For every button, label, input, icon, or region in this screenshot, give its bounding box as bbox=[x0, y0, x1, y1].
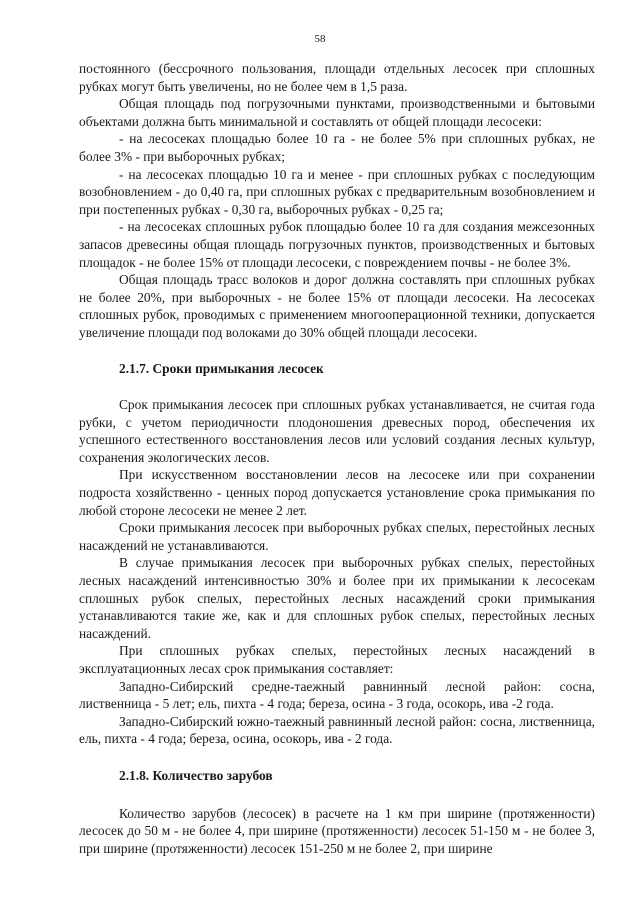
list-item: - на лесосеках сплошных рубок площадью более 10 га для создания межсезонных запасов древесины общая площадь погрузочных пунктов, производственных и бытовых площадок - не более 15% от площади лесосеки, с повреждением почвы - не более 3%. bbox=[79, 219, 595, 270]
document-body bbox=[79, 60, 595, 857]
section-heading: 2.1.7. Сроки примыкания лесосек bbox=[119, 360, 324, 376]
page-number: 58 bbox=[314, 33, 326, 45]
paragraph: Сроки примыкания лесосек при выборочных рубках спелых, перестойных лесных насаждений не устанавливаются. bbox=[79, 520, 595, 553]
paragraph: Западно-Сибирский южно-таежный равнинный лесной район: сосна, лиственница, ель, пихта - 4 года; береза, осина, осокорь, ива - 2 года. bbox=[79, 713, 595, 747]
section-heading: 2.1.8. Количество зарубов bbox=[119, 767, 273, 783]
paragraph: В случае примыкания лесосек при выборочных рубках спелых, перестойных лесных насаждений интенсивностью 30% и более при их примыкании к лесосекам сплошных рубок спелых, перестойных лесных насаждений сроки примыкания устанавливаются такие же, как и для сплошных рубок спелых, перестойных лесных насаждений. bbox=[79, 555, 595, 641]
paragraph: постоянного (бессрочного пользования, площади отдельных лесосек при сплошных рубках могут быть увеличены, но не более чем в 1,5 раза. bbox=[79, 61, 595, 94]
paragraph: Общая площадь под погрузочными пунктами, производственными и бытовыми объектами должна быть минимальной и составлять от общей площади лесосеки: bbox=[79, 96, 595, 129]
paragraph: Срок примыкания лесосек при сплошных рубках устанавливается, не считая года рубки, с учетом периодичности плодоношения древесных пород, обеспечения их успешного естественного восстановления лесов или условий создания лесных культур, сохранения экологических лесов. bbox=[79, 397, 595, 465]
paragraph: Западно-Сибирский средне-таежный равнинный лесной район: сосна, лиственница - 5 лет; ель, пихта - 4 года; береза, осина - 3 года, осокорь, ива -2 года. bbox=[79, 678, 595, 712]
list-item: - на лесосеках площадью более 10 га - не более 5% при сплошных рубках, не более 3% - при выборочных рубках; bbox=[79, 131, 595, 164]
list-item: - на лесосеках площадью 10 га и менее - при сплошных рубках с последующим возобновлением - до 0,40 га, при сплошных рубках с предварительным возобновлением и при постепенных рубках - 0,30 га, выборочных рубках - 0,25 га; bbox=[79, 166, 595, 217]
paragraph: Количество зарубов (лесосек) в расчете на 1 км при ширине (протяженности) лесосек до 50 м - не более 4, при ширине (протяженности) лесосек 51-150 м - не более 3, при ширине (протяженности) лесосек 151-250 м не более 2, при ширине bbox=[79, 805, 595, 856]
paragraph: При сплошных рубках спелых, перестойных лесных насаждений в эксплуатационных лесах срок примыкания составляет: bbox=[79, 643, 595, 676]
paragraph: Общая площадь трасс волоков и дорог должна составлять при сплошных рубках не более 20%, при выборочных - не более 15% от площади лесосеки. На лесосеках сплошных рубок, проводимых с применением многооперационной техники, допускается увеличение площади под волоками до 30% общей площади лесосеки. bbox=[79, 272, 595, 340]
paragraph: При искусственном восстановлении лесов на лесосеке или при сохранении подроста хозяйственно - ценных пород допускается установление срока примыкания по любой стороне лесосеки не менее 2 лет. bbox=[79, 467, 595, 518]
